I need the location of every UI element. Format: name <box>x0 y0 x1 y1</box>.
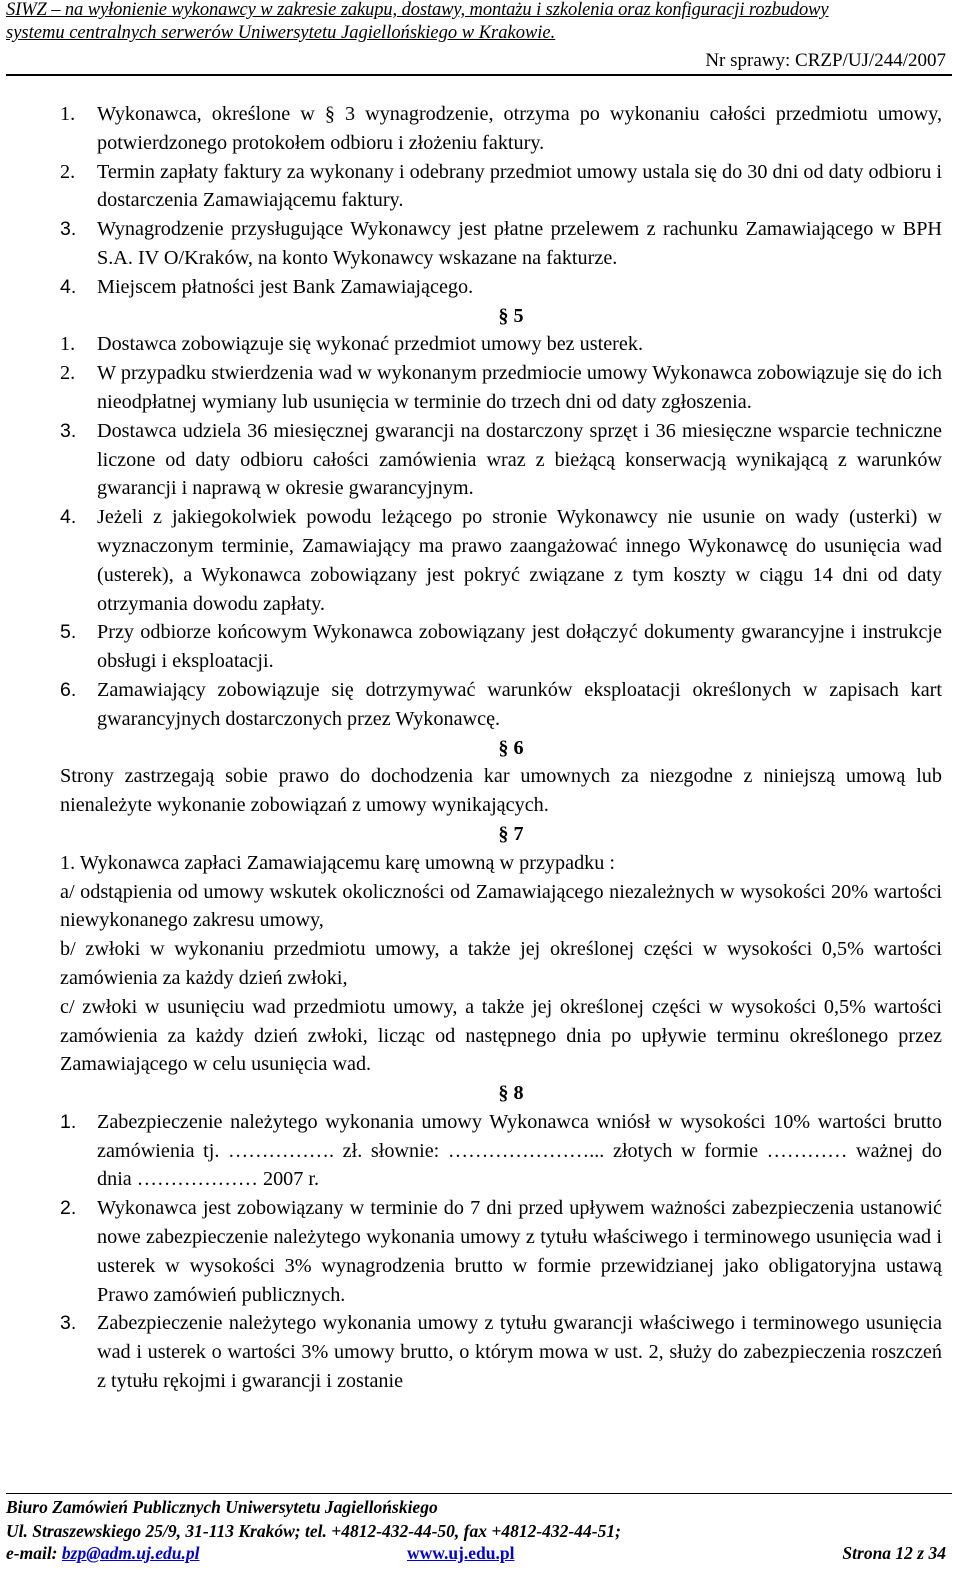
item-number: 6. <box>60 678 77 701</box>
list-item <box>60 1309 942 1395</box>
item-text: Wykonawca, określone w § 3 wynagrodzenie, otrzyma po wykonaniu całości przedmiotu umowy, potwierdzonego protokołem odbioru i złożeniu faktury. <box>97 103 942 154</box>
item-number: 3. <box>60 218 77 241</box>
item-number: 1. <box>60 333 76 356</box>
item-text: Zabezpieczenie należytego wykonania umowy Wykonawca wniósł w wysokości 10% wartości brutto zamówienia tj. ……………. zł. słownie: …………………... złotych w formie ………… ważnej do dnia ……………… 2007 r. <box>97 1110 942 1191</box>
list-item <box>60 503 942 618</box>
section-heading-7: § 7 <box>498 822 524 845</box>
item-text: W przypadku stwierdzenia wad w wykonanym przedmiocie umowy Wykonawca zobowiązuje się do ich nieodpłatnej wymiany lub usunięcia w terminie do trzech dni od daty zgłoszenia. <box>97 362 942 413</box>
section-heading-8: § 8 <box>498 1082 524 1105</box>
item-text: Przy odbiorze końcowym Wykonawca zobowiązany jest dołączyć dokumenty gwarancyjne i instrukcje obsługi i eksploatacji. <box>97 621 942 673</box>
item-number: 1. <box>60 1110 77 1133</box>
section-7-point-a: a/ odstąpienia od umowy wskutek okoliczności od Zamawiającego niezależnych w wysokości 20% wartości niewykonanego zakresu umowy, <box>60 880 942 932</box>
page-number: Strona 12 z 34 <box>842 1543 946 1563</box>
list-item <box>60 1194 942 1309</box>
footer-email-link[interactable]: bzp@adm.uj.edu.pl <box>61 1543 200 1563</box>
list-item <box>60 676 942 734</box>
item-text: Termin zapłaty faktury za wykonany i odebrany przedmiot umowy ustala się do 30 dni od daty odbioru i dostarczenia Zamawiającemu faktury. <box>97 160 942 212</box>
item-number: 3. <box>60 1312 77 1335</box>
footer-office-name: Biuro Zamówień Publicznych Uniwersytetu Jagiellońskiego <box>6 1497 438 1517</box>
item-number: 2. <box>60 160 76 183</box>
item-text: Wykonawca jest zobowiązany w terminie do 7 dni przed upływem ważności zabezpieczenia ustanowić nowe zabezpieczenie należytego wykonania umowy z tytułu właściwego i terminowego usunięcia wad i usterek w wysokości 3% wynagrodzenia brutto w formie przewidzianej jako obligatoryjna ustawą Prawo zamówień publicznych. <box>97 1197 942 1306</box>
footer-email-label: e-mail: <box>6 1543 58 1563</box>
section-7-point-b: b/ zwłoki w wykonaniu przedmiotu umowy, a także jej określonej części w wysokości 0,5% wartości zamówienia za każdy dzień zwłoki, <box>60 938 942 989</box>
header-divider <box>6 74 952 76</box>
document-body <box>60 100 942 1396</box>
section-heading-6: § 6 <box>498 736 524 759</box>
item-number: 4. <box>60 275 77 298</box>
list-item <box>60 618 942 676</box>
section-7-intro: 1. Wykonawca zapłaci Zamawiającemu karę umowną w przypadku : <box>60 851 616 874</box>
list-item <box>60 1108 942 1194</box>
header-title-line1: SIWZ – na wyłonienie wykonawcy w zakresie zakupu, dostawy, montażu i szkolenia oraz konfiguracji rozbudowy <box>6 0 829 20</box>
list-item <box>60 417 942 503</box>
item-text: Miejscem płatności jest Bank Zamawiającego. <box>97 275 474 298</box>
item-number: 2. <box>60 362 76 385</box>
list-item <box>60 215 942 273</box>
case-number: Nr sprawy: CRZP/UJ/244/2007 <box>705 50 946 71</box>
item-text: Zamawiający zobowiązuje się dotrzymywać warunków eksploatacji określonych w zapisach kart gwarancyjnych dostarczonych przez Wykonawcę. <box>97 678 942 730</box>
list-item <box>60 330 942 359</box>
item-text: Dostawca zobowiązuje się wykonać przedmiot umowy bez usterek. <box>97 333 643 356</box>
item-number: 3. <box>60 419 77 442</box>
section-heading-5: § 5 <box>498 304 524 327</box>
item-number: 4. <box>60 506 77 529</box>
list-item <box>60 359 942 417</box>
footer-divider <box>6 1493 952 1494</box>
footer-website-link[interactable]: www.uj.edu.pl <box>407 1543 515 1563</box>
item-text: Dostawca udziela 36 miesięcznej gwarancji na dostarczony sprzęt i 36 miesięczne wsparcie techniczne liczone od daty odbioru całości zamówienia wraz z bieżącą konserwacją wynikającą z warunków gwarancji i naprawą w okresie gwarancyjnym. <box>97 419 942 500</box>
item-text: Wynagrodzenie przysługujące Wykonawcy jest płatne przelewem z rachunku Zamawiającego w BPH S.A. IV O/Kraków, na konto Wykonawcy wskazane na fakturze. <box>97 218 942 269</box>
item-number: 1. <box>60 103 76 125</box>
header-title-line2: systemu centralnych serwerów Uniwersytetu Jagiellońskiego w Krakowie. <box>6 23 556 43</box>
item-text: Jeżeli z jakiegokolwiek powodu leżącego po stronie Wykonawcy nie usunie on wady (usterki) w wyznaczonym terminie, Zamawiający ma prawo zaangażować innego Wykonawcę do usunięcia wad (usterek), a Wykonawca zobowiązany jest pokryć związane z tym koszty w ciągu 14 dni od daty otrzymania dowodu zapłaty. <box>97 506 942 615</box>
item-number: 5. <box>60 621 77 644</box>
section-7-point-c: c/ zwłoki w usunięciu wad przedmiotu umowy, a także jej określonej części w wysokości 0,5% wartości zamówienia za każdy dzień zwłoki, licząc od następnego dnia po upływie terminu określonego przez Zamawiającego w celu usunięcia wad. <box>60 995 942 1076</box>
footer-address: Ul. Straszewskiego 25/9, 31-113 Kraków; tel. +4812-432-44-50, fax +4812-432-44-51; <box>6 1521 621 1541</box>
section-6-paragraph: Strony zastrzegają sobie prawo do dochodzenia kar umownych za niezgodne z niniejszą umową lub nienależyte wykonanie zobowiązań z umowy wynikających. <box>60 765 942 817</box>
item-number: 2. <box>60 1197 77 1220</box>
list-item <box>60 158 942 216</box>
list-item <box>60 100 942 158</box>
item-text: Zabezpieczenie należytego wykonania umowy z tytułu gwarancji właściwego i terminowego usunięcia wad i usterek o wartości 3% umowy brutto, o którym mowa w ust. 2, służy do zabezpieczenia roszczeń z tytułu rękojmi i gwarancji i zostanie <box>97 1312 942 1393</box>
list-item <box>60 273 942 302</box>
